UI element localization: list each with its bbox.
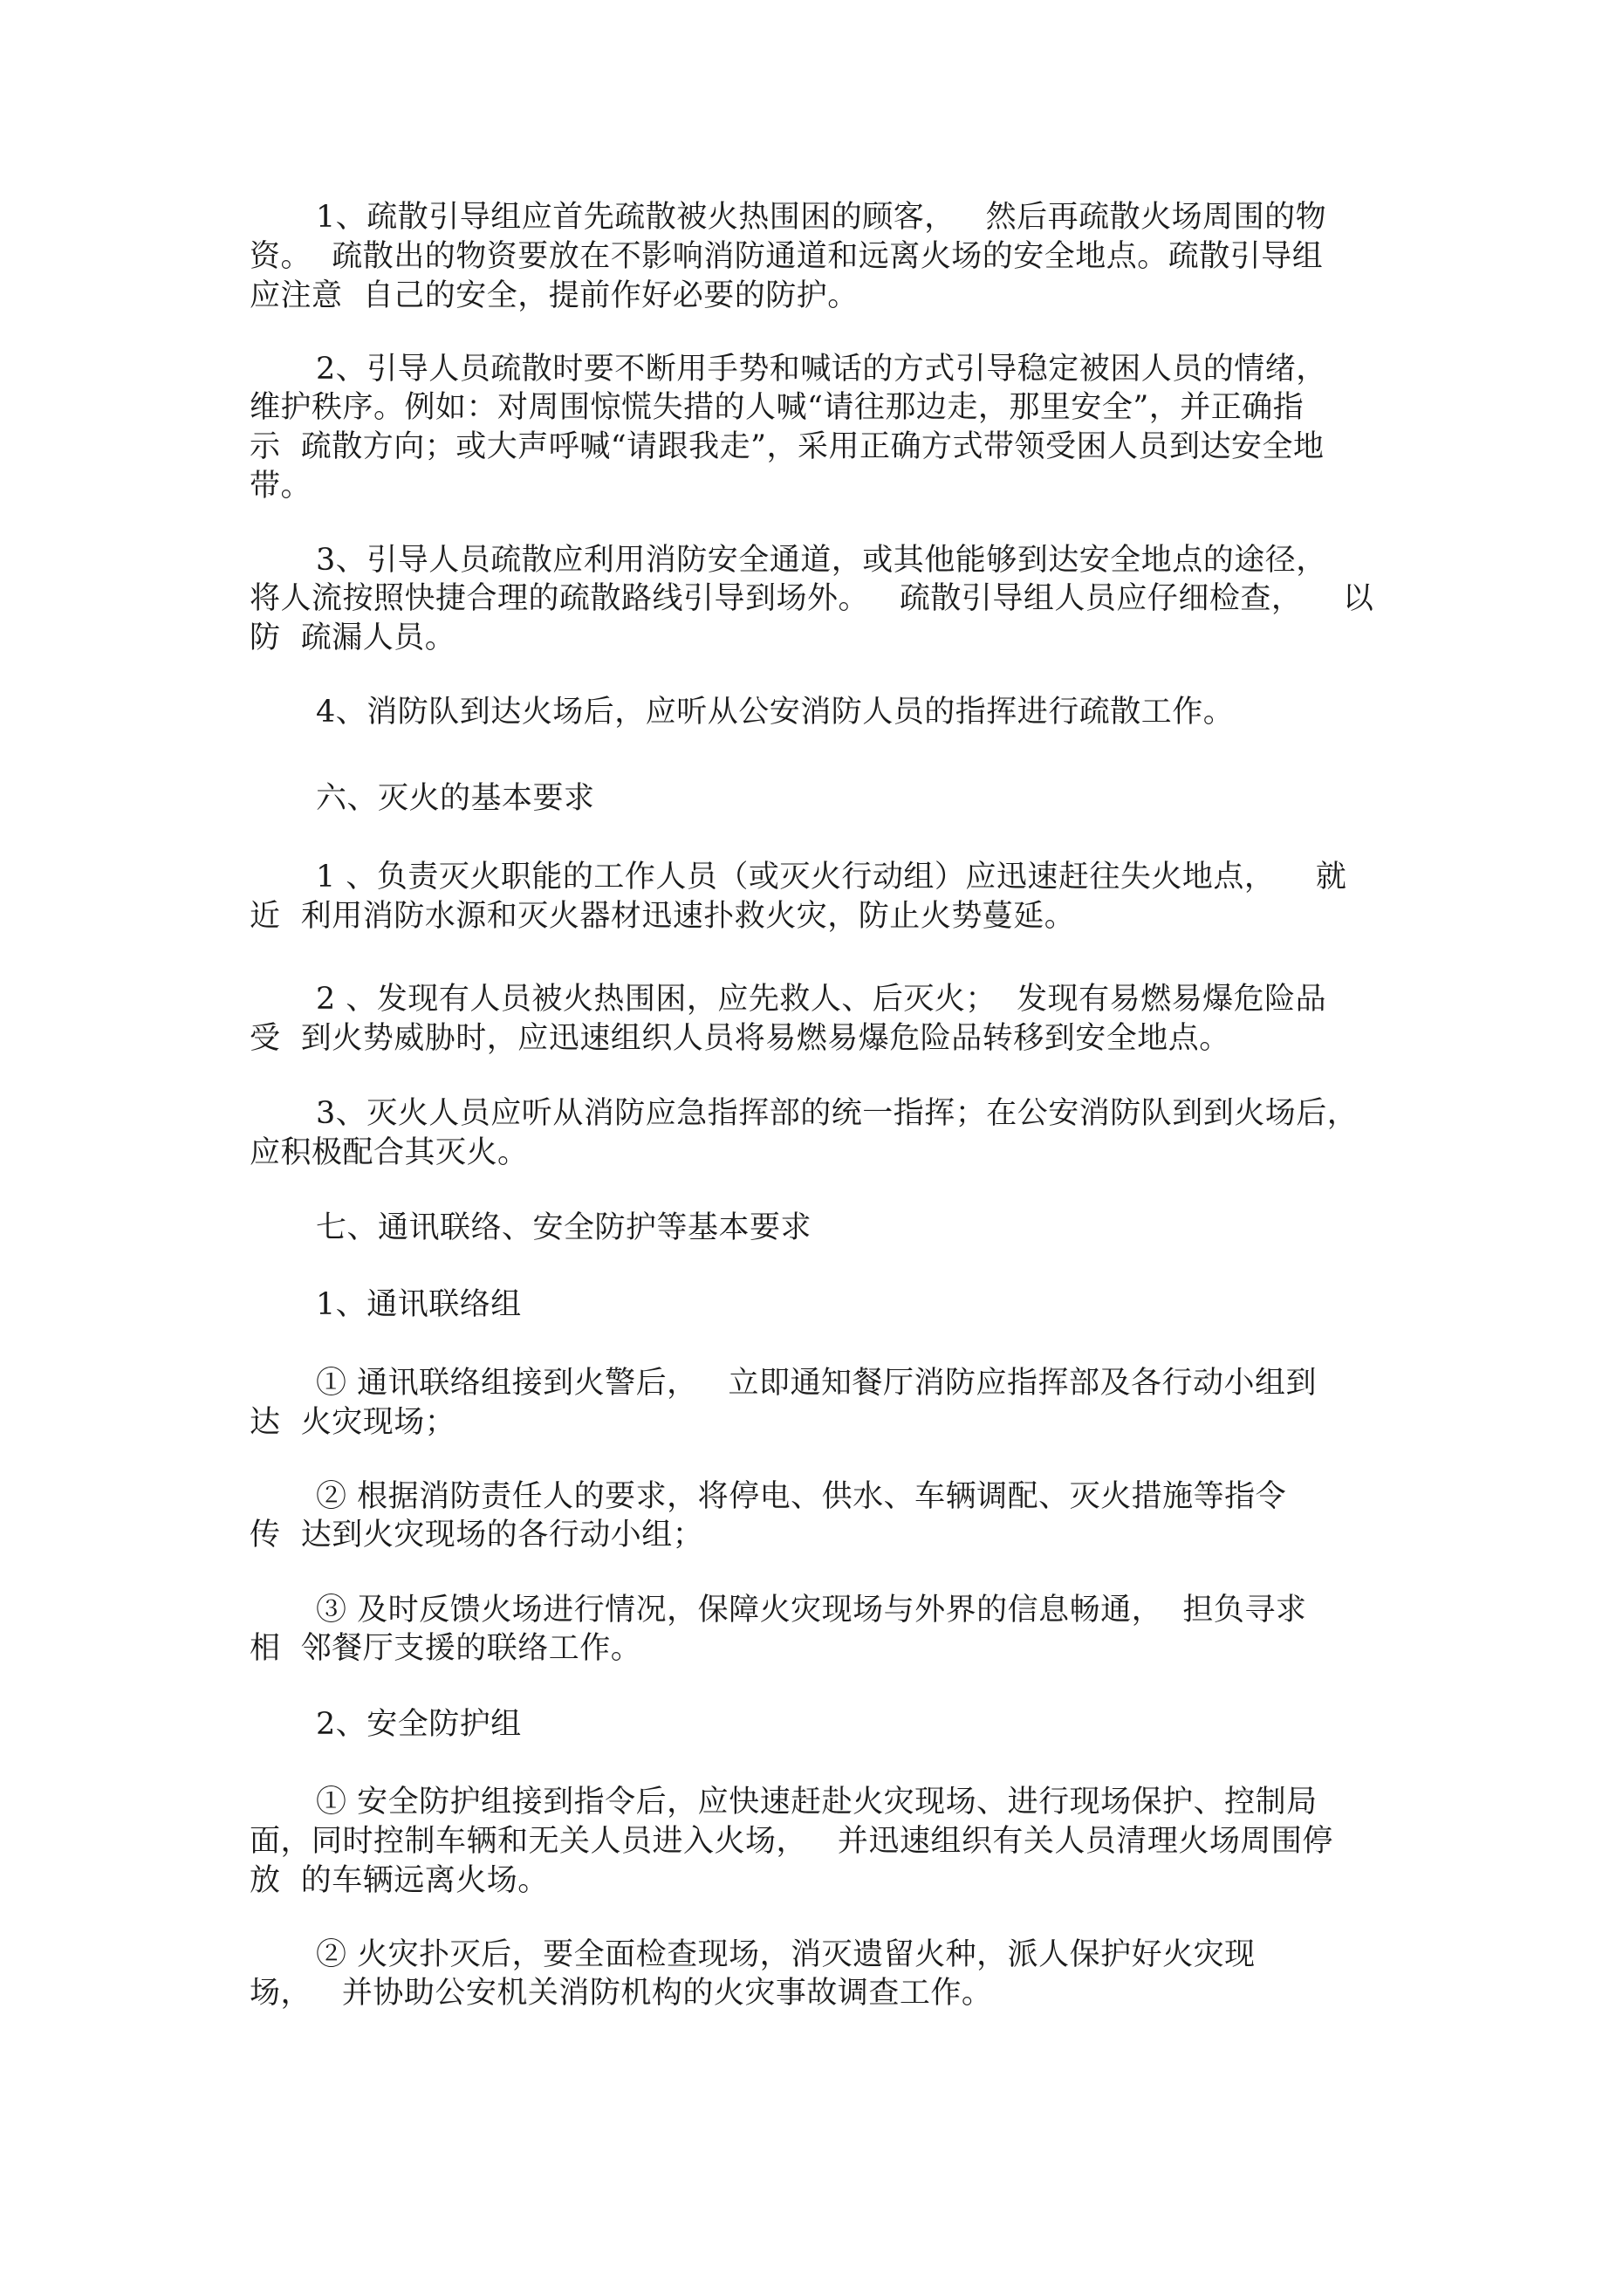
- paragraph-line: 应注意 自己的安全，提前作好必要的防护。: [250, 278, 859, 313]
- subsection-heading: 1、通讯联络组: [316, 1287, 522, 1322]
- paragraph-line: 1、疏散引导组应首先疏散被火热围困的顾客， 然后再疏散火场周围的物: [316, 200, 1327, 235]
- paragraph-line: 2 、发现有人员被火热围困，应先救人、后灭火； 发现有易燃易爆危险品: [316, 982, 1327, 1017]
- paragraph-line: ① 通讯联络组接到火警后， 立即通知餐厅消防应指挥部及各行动小组到: [316, 1366, 1318, 1401]
- section-heading: 七、通讯联络、安全防护等基本要求: [316, 1210, 812, 1245]
- paragraph-line: ② 根据消防责任人的要求，将停电、供水、车辆调配、灭火措施等指令: [316, 1479, 1287, 1514]
- paragraph-line: 示 疏散方向；或大声呼喊“请跟我走”，采用正确方式带领受困人员到达安全地: [250, 429, 1325, 464]
- paragraph-line: 受 到火势威胁时，应迅速组织人员将易燃易爆危险品转移到安全地点。: [250, 1021, 1230, 1056]
- paragraph-line: 防 疏漏人员。: [250, 620, 456, 655]
- paragraph-line: 资。 疏散出的物资要放在不影响消防通道和远离火场的安全地点。疏散引导组: [250, 239, 1324, 274]
- paragraph-line: ② 火灾扑灭后，要全面检查现场，消灭遗留火种，派人保护好火灾现: [316, 1937, 1256, 1972]
- subsection-heading: 2、安全防护组: [316, 1707, 522, 1742]
- paragraph-line: ① 安全防护组接到指令后，应快速赶赴火灾现场、进行现场保护、控制局: [316, 1785, 1318, 1820]
- section-heading: 六、灭火的基本要求: [316, 781, 595, 816]
- paragraph-line: 4、消防队到达火场后，应听从公安消防人员的指挥进行疏散工作。: [316, 695, 1235, 730]
- paragraph-line: 带。: [250, 469, 312, 504]
- paragraph-line: 将人流按照快捷合理的疏散路线引导到场外。 疏散引导组人员应仔细检查， 以: [250, 581, 1374, 616]
- paragraph-line: ③ 及时反馈火场进行情况，保障火灾现场与外界的信息畅通， 担负寻求: [316, 1593, 1307, 1628]
- paragraph-line: 2、引导人员疏散时要不断用手势和喊话的方式引导稳定被困人员的情绪，: [316, 352, 1327, 387]
- paragraph-line: 1 、负责灭火职能的工作人员（或灭火行动组）应迅速赶往失火地点， 就: [316, 860, 1347, 894]
- paragraph-line: 传 达到火灾现场的各行动小组；: [250, 1518, 704, 1552]
- paragraph-line: 维护秩序。例如：对周围惊慌失措的人喊“请往那边走，那里安全”，并正确指: [250, 390, 1305, 425]
- paragraph-line: 场， 并协助公安机关消防机构的火灾事故调查工作。: [250, 1976, 993, 2011]
- paragraph-line: 3、灭火人员应听从消防应急指挥部的统一指挥；在公安消防队到到火场后，: [316, 1096, 1359, 1131]
- paragraph-line: 3、引导人员疏散应利用消防安全通道，或其他能够到达安全地点的途径，: [316, 543, 1327, 578]
- paragraph-line: 达 火灾现场；: [250, 1405, 456, 1440]
- paragraph-line: 放 的车辆远离火场。: [250, 1863, 549, 1898]
- paragraph-line: 近 利用消防水源和灭火器材迅速扑救火灾，防止火势蔓延。: [250, 899, 1076, 934]
- paragraph-line: 应积极配合其灭火。: [250, 1135, 529, 1170]
- paragraph-line: 面，同时控制车辆和无关人员进入火场， 并迅速组织有关人员清理火场周围停: [250, 1824, 1333, 1859]
- paragraph-line: 相 邻餐厅支援的联络工作。: [250, 1631, 642, 1666]
